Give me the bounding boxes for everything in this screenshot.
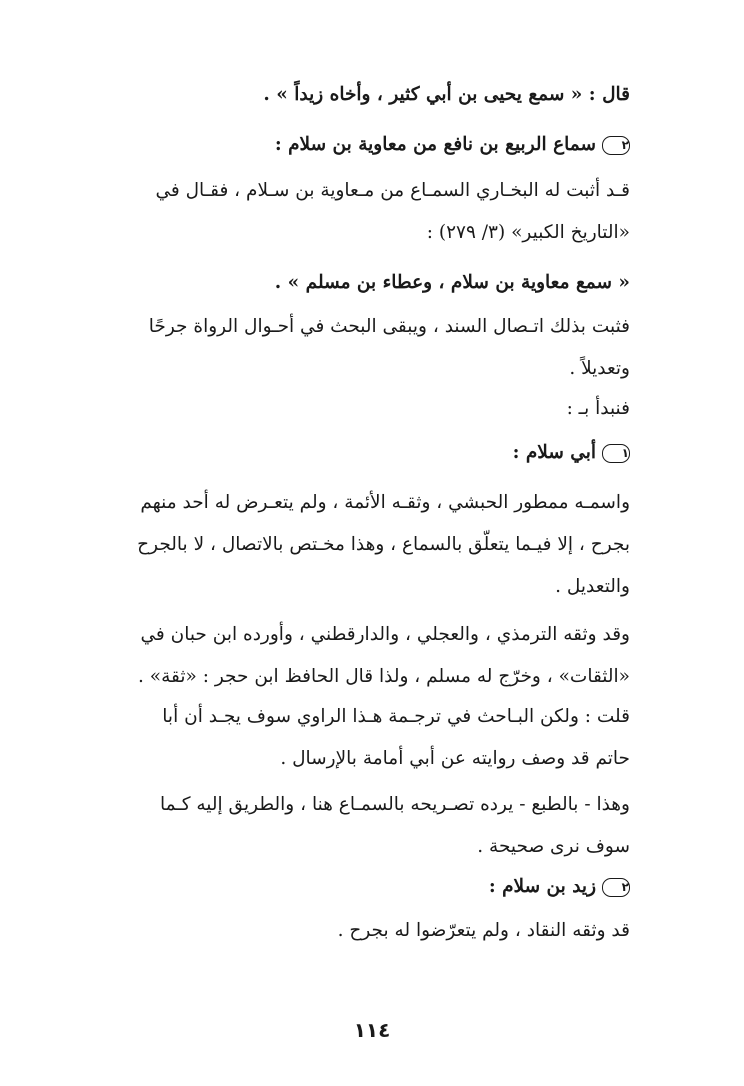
text-line: وقد وثقه الترمذي ، والعجلي ، والدارقطني ، وأورده ابن حبان في xyxy=(140,624,630,645)
page-number: ١١٤ xyxy=(353,1018,391,1042)
section-heading-text: سماع الربيع بن نافع من معاوية بن سلام : xyxy=(274,134,596,155)
section-heading-rabi xyxy=(100,124,630,166)
section-heading-abi-sallam xyxy=(100,432,630,474)
text-line: فنبدأ بـ : xyxy=(566,398,630,419)
paragraph-conclusion xyxy=(100,306,630,390)
section-number-badge: ٢ xyxy=(602,136,630,155)
paragraph-zayd xyxy=(100,910,630,952)
section-number-badge: ٢ xyxy=(602,878,630,897)
text-line: وتعديلاً . xyxy=(569,358,630,379)
paragraph-bukhari xyxy=(100,170,630,254)
paragraph-quote-muawiya xyxy=(100,262,630,304)
text-line: وهذا - بالطبع - يرده تصـريحه بالسمـاع هنا ، والطريق إليه كـما xyxy=(159,794,630,815)
text-line: « سمع معاوية بن سلام ، وعطاء بن مسلم » . xyxy=(274,272,630,293)
paragraph-qultu xyxy=(100,696,630,780)
text-line: فثبت بذلك اتـصال السند ، ويبقى البحث في أحـوال الرواة جرحًا xyxy=(148,316,630,337)
text-line: قال : « سمع يحيى بن أبي كثير ، وأخاه زيداً » . xyxy=(263,84,630,105)
text-line: حاتم قد وصف روايته عن أبي أمامة بالإرسال . xyxy=(280,748,630,769)
section-heading-text: أبي سلام : xyxy=(512,442,596,463)
text-line: واسمـه ممطور الحبشي ، وثقـه الأئمة ، ولم يتعـرض له أحد منهم xyxy=(140,492,630,513)
text-line: بجرح ، إلا فيـما يتعلّق بالسماع ، وهذا مخـتص بالاتصال ، لا بالجرح xyxy=(137,534,630,555)
text-line: سوف نرى صحيحة . xyxy=(477,836,630,857)
section-number-badge: ١ xyxy=(602,444,630,463)
text-line: قـد أثبت له البخـاري السمـاع من مـعاوية بن سـلام ، فقـال في xyxy=(155,180,630,201)
paragraph-tasrih xyxy=(100,784,630,868)
paragraph-intro xyxy=(100,388,630,430)
text-line: «التاريخ الكبير» (٣/ ٢٧٩) : xyxy=(426,222,630,243)
text-line: والتعديل . xyxy=(555,576,630,597)
paragraph-quote-yahya xyxy=(100,74,630,116)
section-heading-zayd xyxy=(100,866,630,908)
paragraph-mamtur xyxy=(100,482,630,608)
text-line: قد وثقه النقاد ، ولم يتعرّضوا له بجرح . xyxy=(337,920,630,941)
section-heading-text: زيد بن سلام : xyxy=(488,876,596,897)
text-line: قلت : ولكن البـاحث في ترجـمة هـذا الراوي سوف يجـد أن أبا xyxy=(162,706,630,727)
paragraph-tawthiq xyxy=(100,614,630,698)
text-line: «الثقات» ، وخرّج له مسلم ، ولذا قال الحافظ ابن حجر : «ثقة» . xyxy=(138,666,630,687)
